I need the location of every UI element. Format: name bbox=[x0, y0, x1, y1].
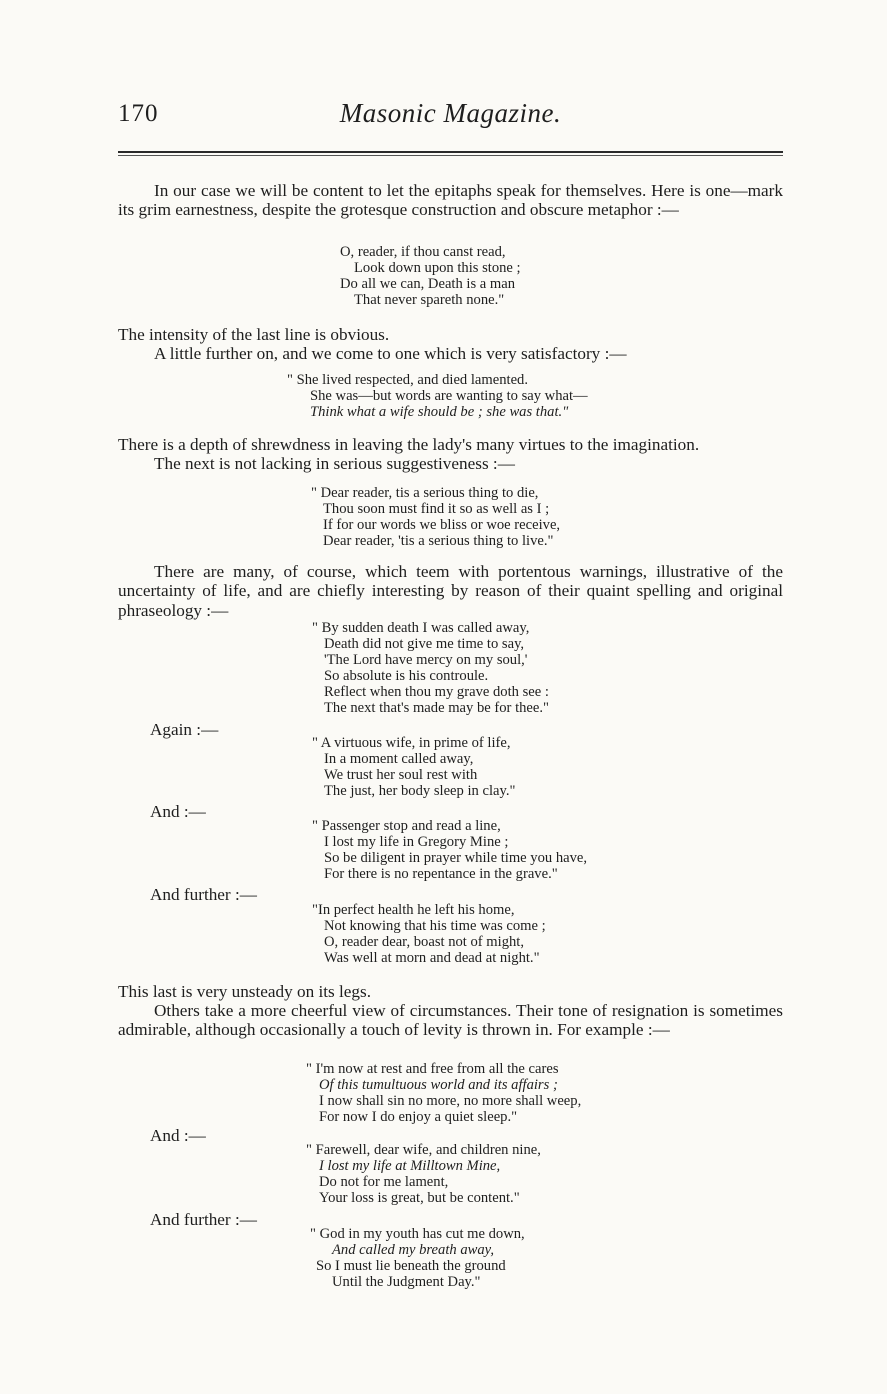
verse-line: So absolute is his controule. bbox=[324, 667, 489, 684]
epitaph-8 bbox=[306, 1062, 581, 1126]
verse-line: The just, her body sleep in clay." bbox=[324, 782, 516, 799]
epitaph-7 bbox=[312, 903, 546, 967]
verse-line: Thou soon must find it so as well as I ; bbox=[323, 500, 550, 517]
line-intensity: The intensity of the last line is obvious. bbox=[118, 325, 390, 344]
epitaph-5 bbox=[312, 736, 515, 800]
verse-line: " Dear reader, tis a serious thing to die, bbox=[311, 485, 539, 501]
verse-line: If for our words we bliss or woe receive, bbox=[323, 516, 561, 533]
verse-line: "In perfect health he left his home, bbox=[312, 902, 515, 918]
verse-line: " I'm now at rest and free from all the cares bbox=[306, 1061, 559, 1077]
verse-line: " A virtuous wife, in prime of life, bbox=[312, 735, 511, 751]
line-unsteady: This last is very unsteady on its legs. bbox=[118, 982, 372, 1001]
verse-line: Dear reader, 'tis a serious thing to live." bbox=[323, 532, 554, 549]
verse-line: Was well at morn and dead at night." bbox=[324, 949, 540, 966]
verse-line: " Farewell, dear wife, and children nine, bbox=[306, 1142, 541, 1158]
cue-and-2: And :— bbox=[150, 1126, 206, 1145]
cue-again: Again :— bbox=[150, 720, 219, 739]
verse-line: " By sudden death I was called away, bbox=[312, 620, 530, 636]
verse-line: Reflect when thou my grave doth see : bbox=[324, 683, 549, 700]
verse-line: I now shall sin no more, no more shall weep, bbox=[319, 1092, 582, 1109]
line-little-further: A little further on, and we come to one which is very satisfactory :— bbox=[154, 344, 627, 363]
verse-line: Look down upon this stone ; bbox=[354, 259, 521, 276]
verse-line: In a moment called away, bbox=[324, 750, 474, 767]
epitaph-4 bbox=[312, 621, 549, 716]
verse-line: Until the Judgment Day." bbox=[332, 1273, 481, 1290]
verse-line: 'The Lord have mercy on my soul,' bbox=[324, 651, 528, 668]
running-title: Masonic Magazine. bbox=[339, 98, 562, 128]
verse-line: " Passenger stop and read a line, bbox=[312, 818, 501, 834]
verse-line: So I must lie beneath the ground bbox=[316, 1257, 506, 1274]
verse-line: For there is no repentance in the grave." bbox=[324, 865, 558, 882]
verse-line: That never spareth none." bbox=[354, 291, 505, 308]
verse-line: We trust her soul rest with bbox=[324, 766, 478, 783]
verse-line: O, reader, if thou canst read, bbox=[340, 244, 506, 260]
verse-line: Death did not give me time to say, bbox=[324, 635, 525, 652]
epitaph-1 bbox=[340, 245, 521, 309]
verse-line: I lost my life at Milltown Mine, bbox=[319, 1157, 501, 1174]
verse-line: So be diligent in prayer while time you have, bbox=[324, 849, 588, 866]
cue-and-further-2: And further :— bbox=[150, 1210, 257, 1229]
verse-line: O, reader dear, boast not of might, bbox=[324, 933, 525, 950]
header-rule-thin bbox=[118, 155, 783, 156]
page-header bbox=[118, 98, 783, 132]
verse-line: She was—but words are wanting to say what— bbox=[310, 387, 588, 404]
paragraph-many: There are many, of course, which teem with portentous warnings, illustrative of the uncertainty of life, and are chiefly interesting by reason of their quaint spelling and original phraseology :— bbox=[118, 562, 783, 620]
line-depth: There is a depth of shrewdness in leaving the lady's many virtues to the imagination. bbox=[118, 435, 700, 454]
epitaph-9 bbox=[306, 1143, 541, 1207]
cue-and: And :— bbox=[150, 802, 206, 821]
verse-line: Your loss is great, but be content." bbox=[319, 1189, 520, 1206]
verse-line: For now I do enjoy a quiet sleep." bbox=[319, 1108, 518, 1125]
cue-and-further: And further :— bbox=[150, 885, 257, 904]
page-number: 170 bbox=[118, 100, 159, 127]
verse-line: Of this tumultuous world and its affairs ; bbox=[319, 1076, 558, 1093]
verse-line: I lost my life in Gregory Mine ; bbox=[324, 833, 509, 850]
epitaph-6 bbox=[312, 819, 587, 883]
epitaph-3 bbox=[311, 486, 560, 550]
verse-line: Do all we can, Death is a man bbox=[340, 275, 516, 292]
epitaph-2 bbox=[287, 373, 588, 421]
verse-line: And called my breath away, bbox=[332, 1241, 494, 1258]
verse-line: Think what a wife should be ; she was that." bbox=[310, 403, 569, 420]
verse-line: " God in my youth has cut me down, bbox=[310, 1226, 525, 1242]
verse-line: The next that's made may be for thee." bbox=[324, 699, 549, 716]
epitaph-10 bbox=[310, 1227, 525, 1291]
paragraph-others: Others take a more cheerful view of circumstances. Their tone of resignation is sometimes admirable, although occasionally a touch of levity is thrown in. For example :— bbox=[118, 1001, 783, 1040]
line-next: The next is not lacking in serious suggestiveness :— bbox=[154, 454, 515, 473]
verse-line: Not knowing that his time was come ; bbox=[324, 917, 546, 934]
header-rule bbox=[118, 151, 783, 153]
verse-line: " She lived respected, and died lamented. bbox=[287, 372, 528, 388]
verse-line: Do not for me lament, bbox=[319, 1173, 449, 1190]
paragraph-intro: In our case we will be content to let the epitaphs speak for themselves. Here is one—mark its grim earnestness, despite the grotesque construction and obscure metaphor :— bbox=[118, 181, 783, 220]
